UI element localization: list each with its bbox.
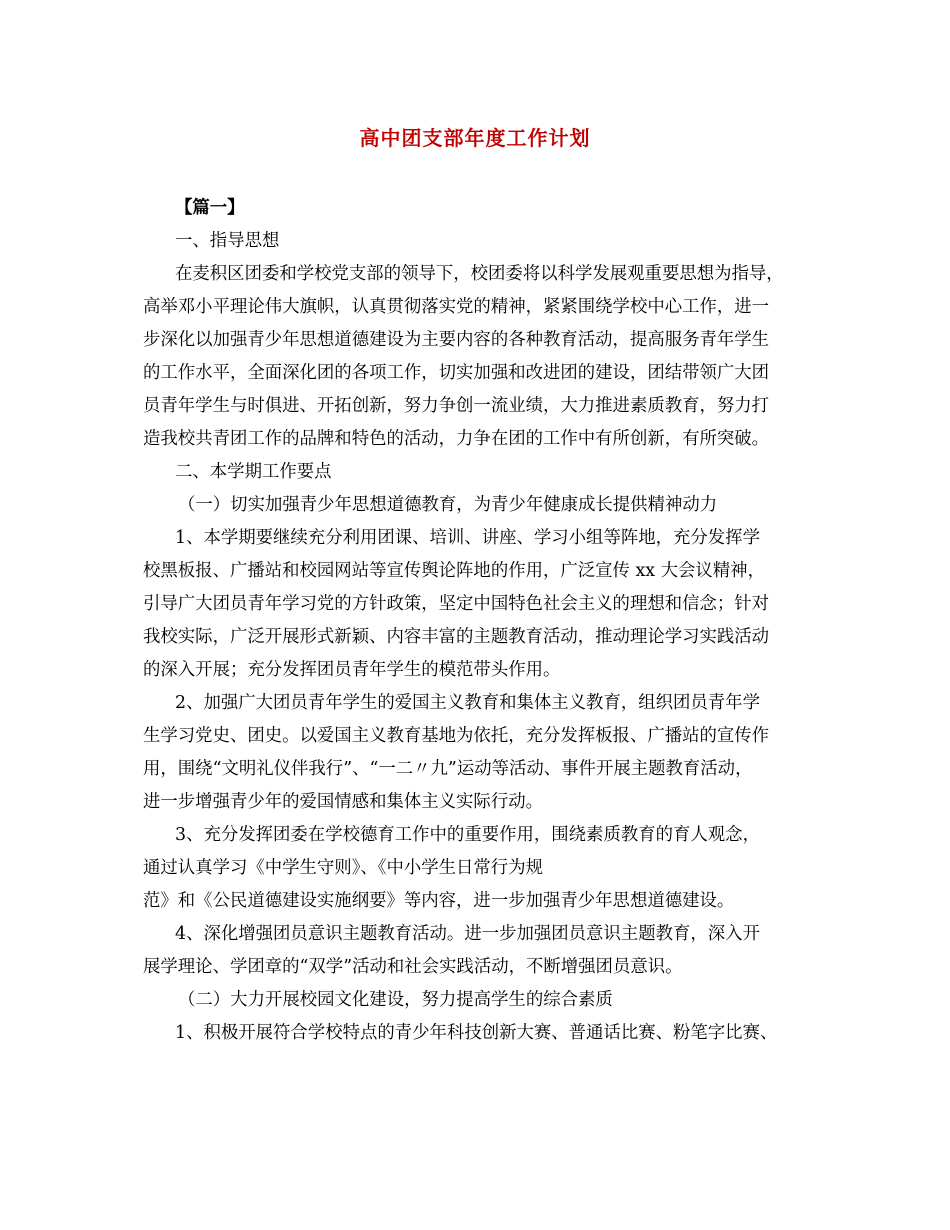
text-line: 1、本学期要继续充分利用团课、培训、讲座、学习小组等阵地，充分发挥学 xyxy=(175,528,760,548)
text-line: 4、深化增强团员意识主题教育活动。进一步加强团员意识主题教育，深入开 xyxy=(175,924,760,944)
text-line: 1、积极开展符合学校特点的青少年科技创新大赛、普通话比赛、粉笔字比赛、 xyxy=(175,1023,778,1043)
text-line: 的工作水平，全面深化团的各项工作，切实加强和改进团的建设，团结带领广大团 xyxy=(143,363,770,383)
document-title: 高中团支部年度工作计划 xyxy=(359,126,591,150)
text-line: 展学理论、学团章的“双学”活动和社会实践活动，不断增强团员意识。 xyxy=(143,957,683,977)
text-line: 2、加强广大团员青年学生的爱国主义教育和集体主义教育，组织团员青年学 xyxy=(175,693,760,713)
text-line: 范》和《公民道德建设实施纲要》等内容，进一步加强青少年思想道德建设。 xyxy=(143,891,735,911)
text-line: 员青年学生与时俱进、开拓创新，努力争创一流业绩，大力推进素质教育，努力打 xyxy=(143,396,770,416)
text-line: 二、本学期工作要点 xyxy=(175,462,332,482)
text-line: 3、充分发挥团委在学校德育工作中的重要作用，围绕素质教育的育人观念， xyxy=(175,825,760,845)
text-line: 的深入开展；充分发挥团员青年学生的模范带头作用。 xyxy=(143,660,561,680)
text-line: 造我校共青团工作的品牌和特色的活动，力争在团的工作中有所创新，有所突破。 xyxy=(143,429,770,449)
text-line: （二）大力开展校园文化建设，努力提高学生的综合素质 xyxy=(178,990,613,1010)
text-line: 在麦积区团委和学校党支部的领导下，校团委将以科学发展观重要思想为指导， xyxy=(175,264,784,284)
text-line: 校黑板报、广播站和校园网站等宣传舆论阵地的作用，广泛宣传 xx 大会议精神， xyxy=(143,561,765,581)
text-line: 生学习党史、团史。以爱国主义教育基地为依托，充分发挥板报、广播站的宣传作 xyxy=(143,726,770,746)
text-line: 引导广大团员青年学习党的方针政策，坚定中国特色社会主义的理想和信念；针对 xyxy=(143,594,770,614)
text-line: 高举邓小平理论伟大旗帜，认真贯彻落实党的精神，紧紧围绕学校中心工作，进一 xyxy=(143,297,770,317)
text-line: 用，围绕“文明礼仪伴我行”、“一二〃九”运动等活动、事件开展主题教育活动， xyxy=(143,759,753,779)
text-line: （一）切实加强青少年思想道德教育，为青少年健康成长提供精神动力 xyxy=(178,495,718,515)
text-line: 我校实际，广泛开展形式新颖、内容丰富的主题教育活动，推动理论学习实践活动 xyxy=(143,627,770,647)
text-line: 一、指导思想 xyxy=(175,231,280,251)
text-line: 通过认真学习《中学生守则》、《中小学生日常行为规 xyxy=(143,858,543,878)
text-line: 进一步增强青少年的爱国情感和集体主义实际行动。 xyxy=(143,792,543,812)
text-line: 步深化以加强青少年思想道德建设为主要内容的各种教育活动，提高服务青年学生 xyxy=(143,330,770,350)
document-body xyxy=(143,192,823,1050)
text-line: 【篇一】 xyxy=(175,198,245,218)
